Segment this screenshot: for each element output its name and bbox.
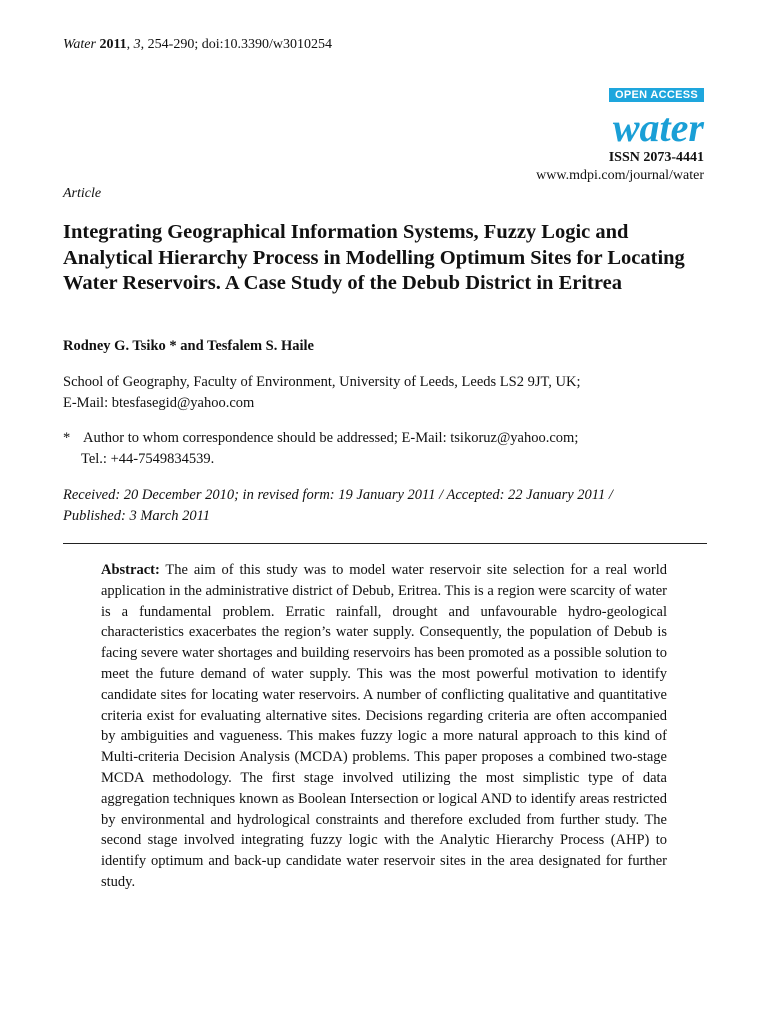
published-date: Published: 3 March 2011 xyxy=(63,508,210,524)
citation-year: 2011 xyxy=(99,37,127,52)
journal-logo: water xyxy=(612,105,704,150)
open-access-badge: OPEN ACCESS xyxy=(609,88,704,102)
abstract-text: The aim of this study was to model water reservoir site selection for a real world application in the administrative district of Debub, Eritrea. This is a region were scarcity of water is a fundamental problem. Erratic rainfall, drought and unfavourable hydro-geological characteristics exacerbates the region’s water supply. Consequently, the population of Debub is facing severe water shortages and building reservoirs has been promoted as a possible solution to meet the future demand of water supply. This was the most powerful motivation to identify candidate sites for locating water reservoirs. A number of conflicting qualitative and quantitative criteria exist for evaluating alternative sites. Decisions regarding criteria are often accompanied by ambiguities and vagueness. This makes fuzzy logic a more natural approach to this kind of Multi-criteria Decision Analysis (MCDA) problems. This paper proposes a combined two-stage MCDA methodology. The first stage involved utilizing the most simplistic type of data aggregation techniques known as Boolean Intersection or logical AND to identify areas restricted by environmental and hydrological constraints and therefore excluded from further study. The second stage involved integrating fuzzy logic with the Analytic Hierarchy Process (AHP) to identify optimum and back-up candidate water reservoir sites in the area designated for further study. xyxy=(101,562,667,890)
affiliation-address: School of Geography, Faculty of Environment, University of Leeds, Leeds LS2 9JT, UK; xyxy=(63,374,581,390)
abstract-paragraph xyxy=(101,560,667,893)
article-type-label: Article xyxy=(63,186,102,201)
citation-line: Water 2011, 3, 254-290; doi:10.3390/w3010254 xyxy=(63,37,333,52)
abstract-label: Abstract: xyxy=(101,562,160,578)
citation-volume: 3 xyxy=(133,37,141,52)
publication-dates xyxy=(63,485,613,527)
correspondence-marker: * xyxy=(63,430,71,446)
issn-label: ISSN 2073-4441 xyxy=(608,150,704,165)
received-accepted-dates: Received: 20 December 2010; in revised form: 19 January 2011 / Accepted: 22 January 2011 / xyxy=(63,487,613,503)
correspondence-email: Author to whom correspondence should be addressed; E-Mail: tsikoruz@yahoo.com; xyxy=(83,430,579,446)
correspondence-note xyxy=(63,428,578,470)
journal-url-link[interactable]: www.mdpi.com/journal/water xyxy=(536,168,704,183)
section-divider xyxy=(63,543,707,544)
paper-title: Integrating Geographical Information Systems, Fuzzy Logic and Analytical Hierarchy Process in Modelling Optimum Sites for Locating Water Reservoirs. A Case Study of the Debub District in Eritrea xyxy=(63,221,685,294)
affiliation-email: E-Mail: btesfasegid@yahoo.com xyxy=(63,395,255,411)
citation-pages-doi: , 254-290; doi:10.3390/w3010254 xyxy=(140,37,333,52)
citation-journal: Water xyxy=(63,37,96,52)
affiliation-block xyxy=(63,372,580,414)
correspondence-phone: Tel.: +44-7549834539. xyxy=(81,451,215,467)
author-list: Rodney G. Tsiko * and Tesfalem S. Haile xyxy=(63,338,314,354)
